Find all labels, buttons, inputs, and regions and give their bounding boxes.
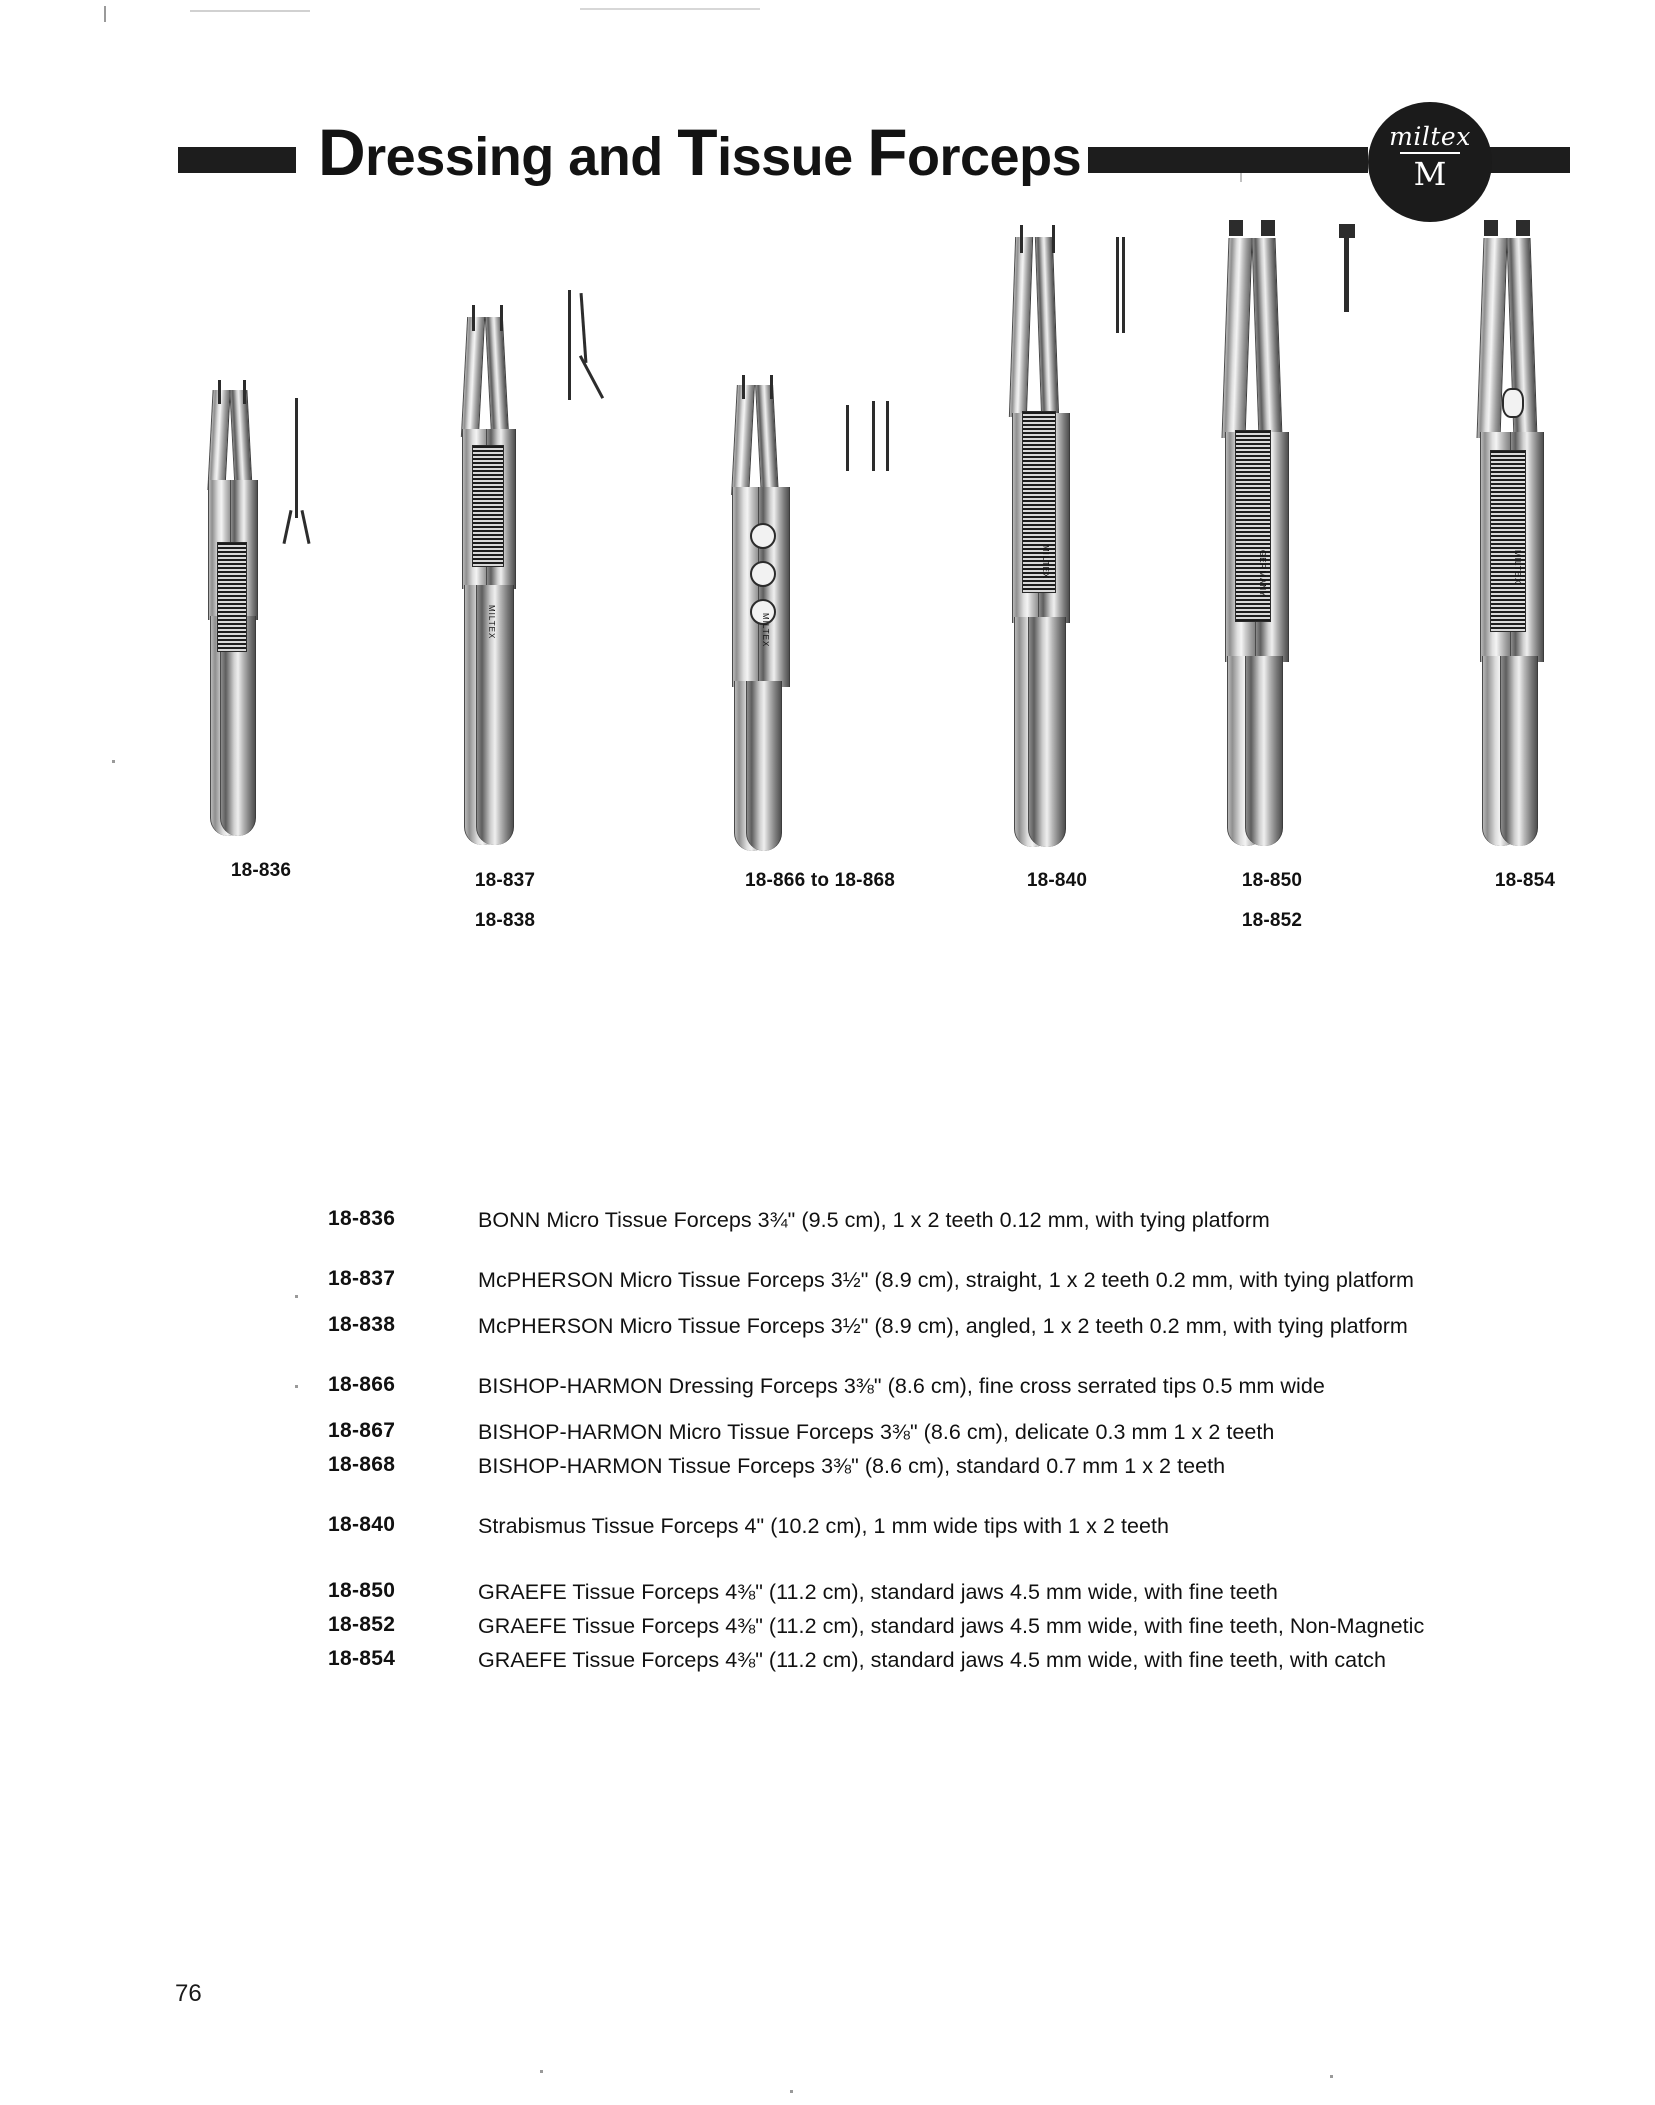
angled-tip-detail-bend [580, 293, 588, 363]
jaw-tip-left [1484, 220, 1498, 236]
page-header [0, 62, 1655, 193]
brand-monogram: M [1400, 152, 1460, 192]
figure-18-850-18-852 [1215, 220, 1415, 931]
angled-tip-detail-stem [568, 290, 571, 400]
figure-gallery [0, 230, 1655, 950]
scan-artifact-top-left [104, 6, 106, 22]
tip-detail-jaw-right [300, 510, 310, 544]
spacer [0, 1341, 1655, 1371]
serrated-grip [1022, 411, 1056, 593]
product-code: 18-868 [328, 1453, 396, 1476]
figure-18-854 [1470, 220, 1640, 920]
figure-caption-18-852: 18-852 [1241, 910, 1303, 931]
forceps-arm-right [1035, 237, 1059, 417]
list-item [0, 1577, 1655, 1607]
forceps-arm-left [1009, 237, 1033, 417]
page-title-part-3: T [677, 115, 718, 189]
figure-caption-18-840: 18-840 [1026, 870, 1088, 891]
jaw-detail-stem [1344, 236, 1349, 312]
product-description-list [0, 1205, 1655, 1675]
tip-right [770, 375, 773, 399]
instrument-stamp-germany: GERMANY [1258, 550, 1267, 598]
product-description: Strabismus Tissue Forceps 4" (10.2 cm), 1 mm wide tips with 1 x 2 teeth [478, 1514, 1170, 1538]
page-title-part-2: ressing and [365, 127, 678, 187]
list-item [0, 1451, 1655, 1481]
serrated-grip [217, 542, 247, 652]
forceps-arm-left [207, 390, 230, 490]
list-item [0, 1645, 1655, 1675]
scan-artifact-bottom-2 [790, 2090, 793, 2093]
product-description: GRAEFE Tissue Forceps 4⅜" (11.2 cm), standard jaws 4.5 mm wide, with fine teeth, Non-Magnetic [478, 1614, 1425, 1638]
page-number: 76 [175, 1980, 202, 2007]
spacer [0, 1235, 1655, 1265]
figure-18-837-18-838 [450, 305, 700, 931]
product-description: McPHERSON Micro Tissue Forceps 3½" (8.9 cm), straight, 1 x 2 teeth 0.2 mm, with tying platform [478, 1268, 1414, 1292]
list-item [0, 1205, 1655, 1235]
product-code: 18-852 [328, 1613, 396, 1636]
tip-detail-2 [872, 401, 875, 471]
product-description: GRAEFE Tissue Forceps 4⅜" (11.2 cm), standard jaws 4.5 mm wide, with fine teeth [478, 1580, 1278, 1604]
product-code: 18-854 [328, 1647, 396, 1670]
scan-artifact-top-dots-2 [580, 8, 760, 10]
list-item [0, 1265, 1655, 1295]
forceps-arm-left [461, 317, 485, 437]
forceps-arm-right [1252, 238, 1283, 438]
figure-caption-18-854: 18-854 [1494, 870, 1556, 891]
tip-detail-stem [1116, 237, 1119, 333]
tip-left [742, 375, 745, 399]
list-item [0, 1611, 1655, 1641]
list-item [0, 1371, 1655, 1401]
forceps-arm-right-body [758, 487, 790, 687]
list-item [0, 1417, 1655, 1447]
forceps-arm-right [485, 317, 509, 437]
miltex-logo-inner [1376, 122, 1484, 202]
scan-artifact-top-dots [190, 10, 310, 12]
product-code: 18-850 [328, 1579, 396, 1602]
forceps-arm-right-handle [1028, 617, 1066, 847]
list-item [0, 1511, 1655, 1541]
header-rule-right [1088, 147, 1368, 173]
tip-left [472, 305, 475, 331]
page-title-part-4: issue [717, 127, 868, 187]
forceps-arm-right [755, 385, 779, 495]
tip-detail-1 [846, 405, 849, 471]
product-description: BISHOP-HARMON Tissue Forceps 3⅜" (8.6 cm), standard 0.7 mm 1 x 2 teeth [478, 1454, 1226, 1478]
page-title [318, 114, 1081, 190]
scan-artifact-bottom-1 [540, 2070, 543, 2073]
forceps-arm-right-handle [746, 681, 782, 851]
list-item [0, 1311, 1655, 1341]
serrated-grip [472, 445, 504, 567]
figure-caption-18-836: 18-836 [230, 860, 292, 881]
instrument-stamp-miltex: MILTEX [1041, 545, 1050, 580]
product-description: McPHERSON Micro Tissue Forceps 3½" (8.9 cm), angled, 1 x 2 teeth 0.2 mm, with tying platform [478, 1314, 1408, 1338]
product-code: 18-840 [328, 1513, 396, 1536]
forceps-arm-right-handle [1500, 656, 1538, 846]
serrated-grip [1490, 450, 1526, 632]
page-title-part-6: orceps [907, 127, 1082, 187]
forceps-arm-left [1222, 238, 1253, 438]
tip-right [1052, 225, 1055, 253]
scan-artifact-bottom-3 [1330, 2075, 1333, 2078]
tip-left [218, 380, 221, 404]
product-description: GRAEFE Tissue Forceps 4⅜" (11.2 cm), standard jaws 4.5 mm wide, with fine teeth, with catch [478, 1648, 1386, 1672]
figure-18-836 [196, 380, 346, 900]
product-description: BISHOP-HARMON Dressing Forceps 3⅜" (8.6 cm), fine cross serrated tips 0.5 mm wide [478, 1374, 1325, 1398]
tip-detail-stem-2 [1122, 237, 1125, 333]
forceps-arm-left [731, 385, 755, 495]
product-code: 18-867 [328, 1419, 396, 1442]
figure-caption-18-866-18-868: 18-866 to 18-868 [744, 870, 895, 891]
spacer [0, 1481, 1655, 1511]
instrument-stamp-miltex: MILTEX [761, 613, 770, 648]
page-title-part-5: F [867, 115, 908, 189]
page-title-part-1: D [318, 115, 366, 189]
figure-18-866-to-18-868 [720, 375, 980, 905]
header-rule-right-2 [1490, 147, 1570, 173]
spacer [0, 1541, 1655, 1577]
instrument-stamp-miltex: MILTEX [1513, 550, 1522, 585]
figure-18-840 [1000, 225, 1180, 905]
jaw-tip-left [1229, 220, 1243, 236]
forceps-arm-right-handle [1245, 656, 1283, 846]
header-rule-left [178, 147, 296, 173]
product-code: 18-836 [328, 1207, 396, 1230]
product-code: 18-838 [328, 1313, 396, 1336]
jaw-tip-right [1516, 220, 1530, 236]
miltex-logo [1368, 102, 1492, 222]
catch-loop [1502, 388, 1524, 418]
finger-hole-2 [750, 561, 776, 587]
product-code: 18-866 [328, 1373, 396, 1396]
forceps-arm-right [229, 390, 252, 490]
tip-right [500, 305, 503, 331]
figure-caption-18-837: 18-837 [474, 870, 536, 891]
tip-detail-jaw-left [282, 510, 292, 544]
jaw-tip-right [1261, 220, 1275, 236]
tip-left [1020, 225, 1023, 253]
product-description: BONN Micro Tissue Forceps 3¾" (9.5 cm), 1 x 2 teeth 0.12 mm, with tying platform [478, 1208, 1270, 1232]
spacer [0, 1401, 1655, 1417]
tip-detail-3 [886, 401, 889, 471]
product-code: 18-837 [328, 1267, 396, 1290]
product-description: BISHOP-HARMON Micro Tissue Forceps 3⅜" (8.6 cm), delicate 0.3 mm 1 x 2 teeth [478, 1420, 1275, 1444]
finger-hole-1 [750, 523, 776, 549]
figure-caption-18-838: 18-838 [474, 910, 536, 931]
instrument-stamp-miltex: MILTEX [487, 605, 496, 640]
tip-right [243, 380, 246, 404]
figure-caption-18-850: 18-850 [1241, 870, 1303, 891]
angled-tip-detail-angle [579, 355, 604, 399]
brand-script-text: miltex [1389, 122, 1471, 151]
tip-detail-stem [295, 398, 298, 518]
spacer [0, 1295, 1655, 1311]
